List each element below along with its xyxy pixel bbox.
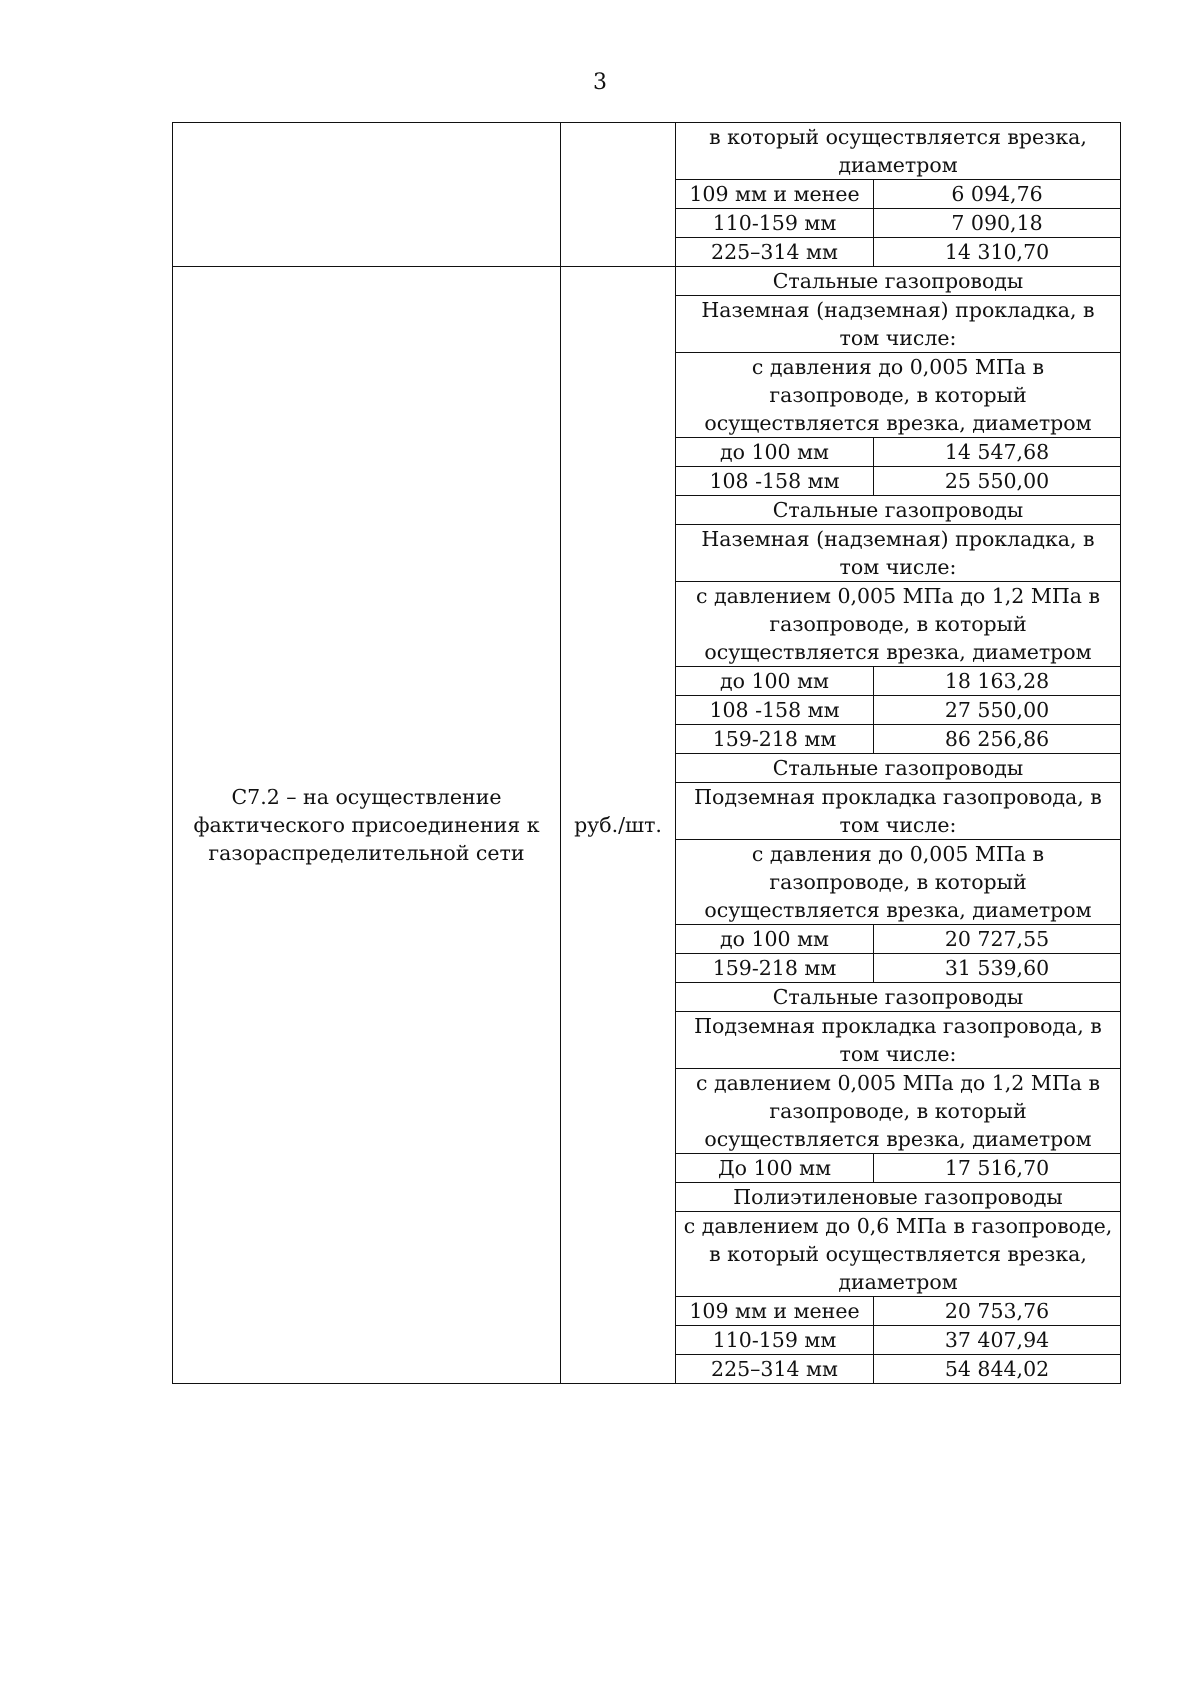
diameter-label-cell: 108 -158 мм	[676, 696, 874, 725]
continued-unit-cell	[561, 123, 676, 267]
section-header-cell: Подземная прокладка газопровода, в том числе:	[676, 783, 1121, 840]
diameter-label-cell: 108 -158 мм	[676, 467, 874, 496]
diameter-label-cell: до 100 мм	[676, 925, 874, 954]
diameter-label-cell: 110-159 мм	[676, 1326, 874, 1355]
price-value-cell: 14 310,70	[874, 238, 1121, 267]
section-header-cell: Стальные газопроводы	[676, 267, 1121, 296]
unit-cell: руб./шт.	[561, 267, 676, 1384]
section-header-cell: с давлением 0,005 МПа до 1,2 МПа в газопроводе, в который осуществляется врезка, диаметром	[676, 1069, 1121, 1154]
section-header-cell: Подземная прокладка газопровода, в том числе:	[676, 1012, 1121, 1069]
section-header-cell: с давлением 0,005 МПа до 1,2 МПа в газопроводе, в который осуществляется врезка, диаметром	[676, 582, 1121, 667]
price-value-cell: 20 727,55	[874, 925, 1121, 954]
continued-name-cell	[173, 123, 561, 267]
section-header-cell: с давлением до 0,6 МПа в газопроводе, в который осуществляется врезка, диаметром	[676, 1212, 1121, 1297]
price-value-cell: 6 094,76	[874, 180, 1121, 209]
diameter-label-cell: 110-159 мм	[676, 209, 874, 238]
section-header-cell: Стальные газопроводы	[676, 983, 1121, 1012]
price-value-cell: 37 407,94	[874, 1326, 1121, 1355]
diameter-label-cell: До 100 мм	[676, 1154, 874, 1183]
table-row	[173, 123, 1121, 180]
page-number: 3	[593, 70, 607, 95]
diameter-label-cell: 225–314 мм	[676, 238, 874, 267]
price-value-cell: 7 090,18	[874, 209, 1121, 238]
section-header-cell: в который осуществляется врезка, диаметром	[676, 123, 1121, 180]
diameter-label-cell: 159-218 мм	[676, 954, 874, 983]
diameter-label-cell: 109 мм и менее	[676, 1297, 874, 1326]
section-header-cell: Наземная (надземная) прокладка, в том числе:	[676, 296, 1121, 353]
section-header-cell: Стальные газопроводы	[676, 754, 1121, 783]
diameter-label-cell: до 100 мм	[676, 667, 874, 696]
price-value-cell: 25 550,00	[874, 467, 1121, 496]
price-value-cell: 86 256,86	[874, 725, 1121, 754]
diameter-label-cell: до 100 мм	[676, 438, 874, 467]
diameter-label-cell: 109 мм и менее	[676, 180, 874, 209]
section-header-cell: Наземная (надземная) прокладка, в том числе:	[676, 525, 1121, 582]
price-value-cell: 27 550,00	[874, 696, 1121, 725]
table-row	[173, 267, 1121, 296]
price-value-cell: 17 516,70	[874, 1154, 1121, 1183]
tariff-table	[172, 122, 1121, 1384]
section-header-cell: с давления до 0,005 МПа в газопроводе, в который осуществляется врезка, диаметром	[676, 353, 1121, 438]
price-value-cell: 31 539,60	[874, 954, 1121, 983]
section-header-cell: Стальные газопроводы	[676, 496, 1121, 525]
price-value-cell: 14 547,68	[874, 438, 1121, 467]
price-value-cell: 20 753,76	[874, 1297, 1121, 1326]
diameter-label-cell: 225–314 мм	[676, 1355, 874, 1384]
diameter-label-cell: 159-218 мм	[676, 725, 874, 754]
section-header-cell: с давления до 0,005 МПа в газопроводе, в который осуществляется врезка, диаметром	[676, 840, 1121, 925]
section-header-cell: Полиэтиленовые газопроводы	[676, 1183, 1121, 1212]
price-value-cell: 18 163,28	[874, 667, 1121, 696]
price-value-cell: 54 844,02	[874, 1355, 1121, 1384]
service-name-cell: С7.2 – на осуществление фактического присоединения к газораспределительной сети	[173, 267, 561, 1384]
